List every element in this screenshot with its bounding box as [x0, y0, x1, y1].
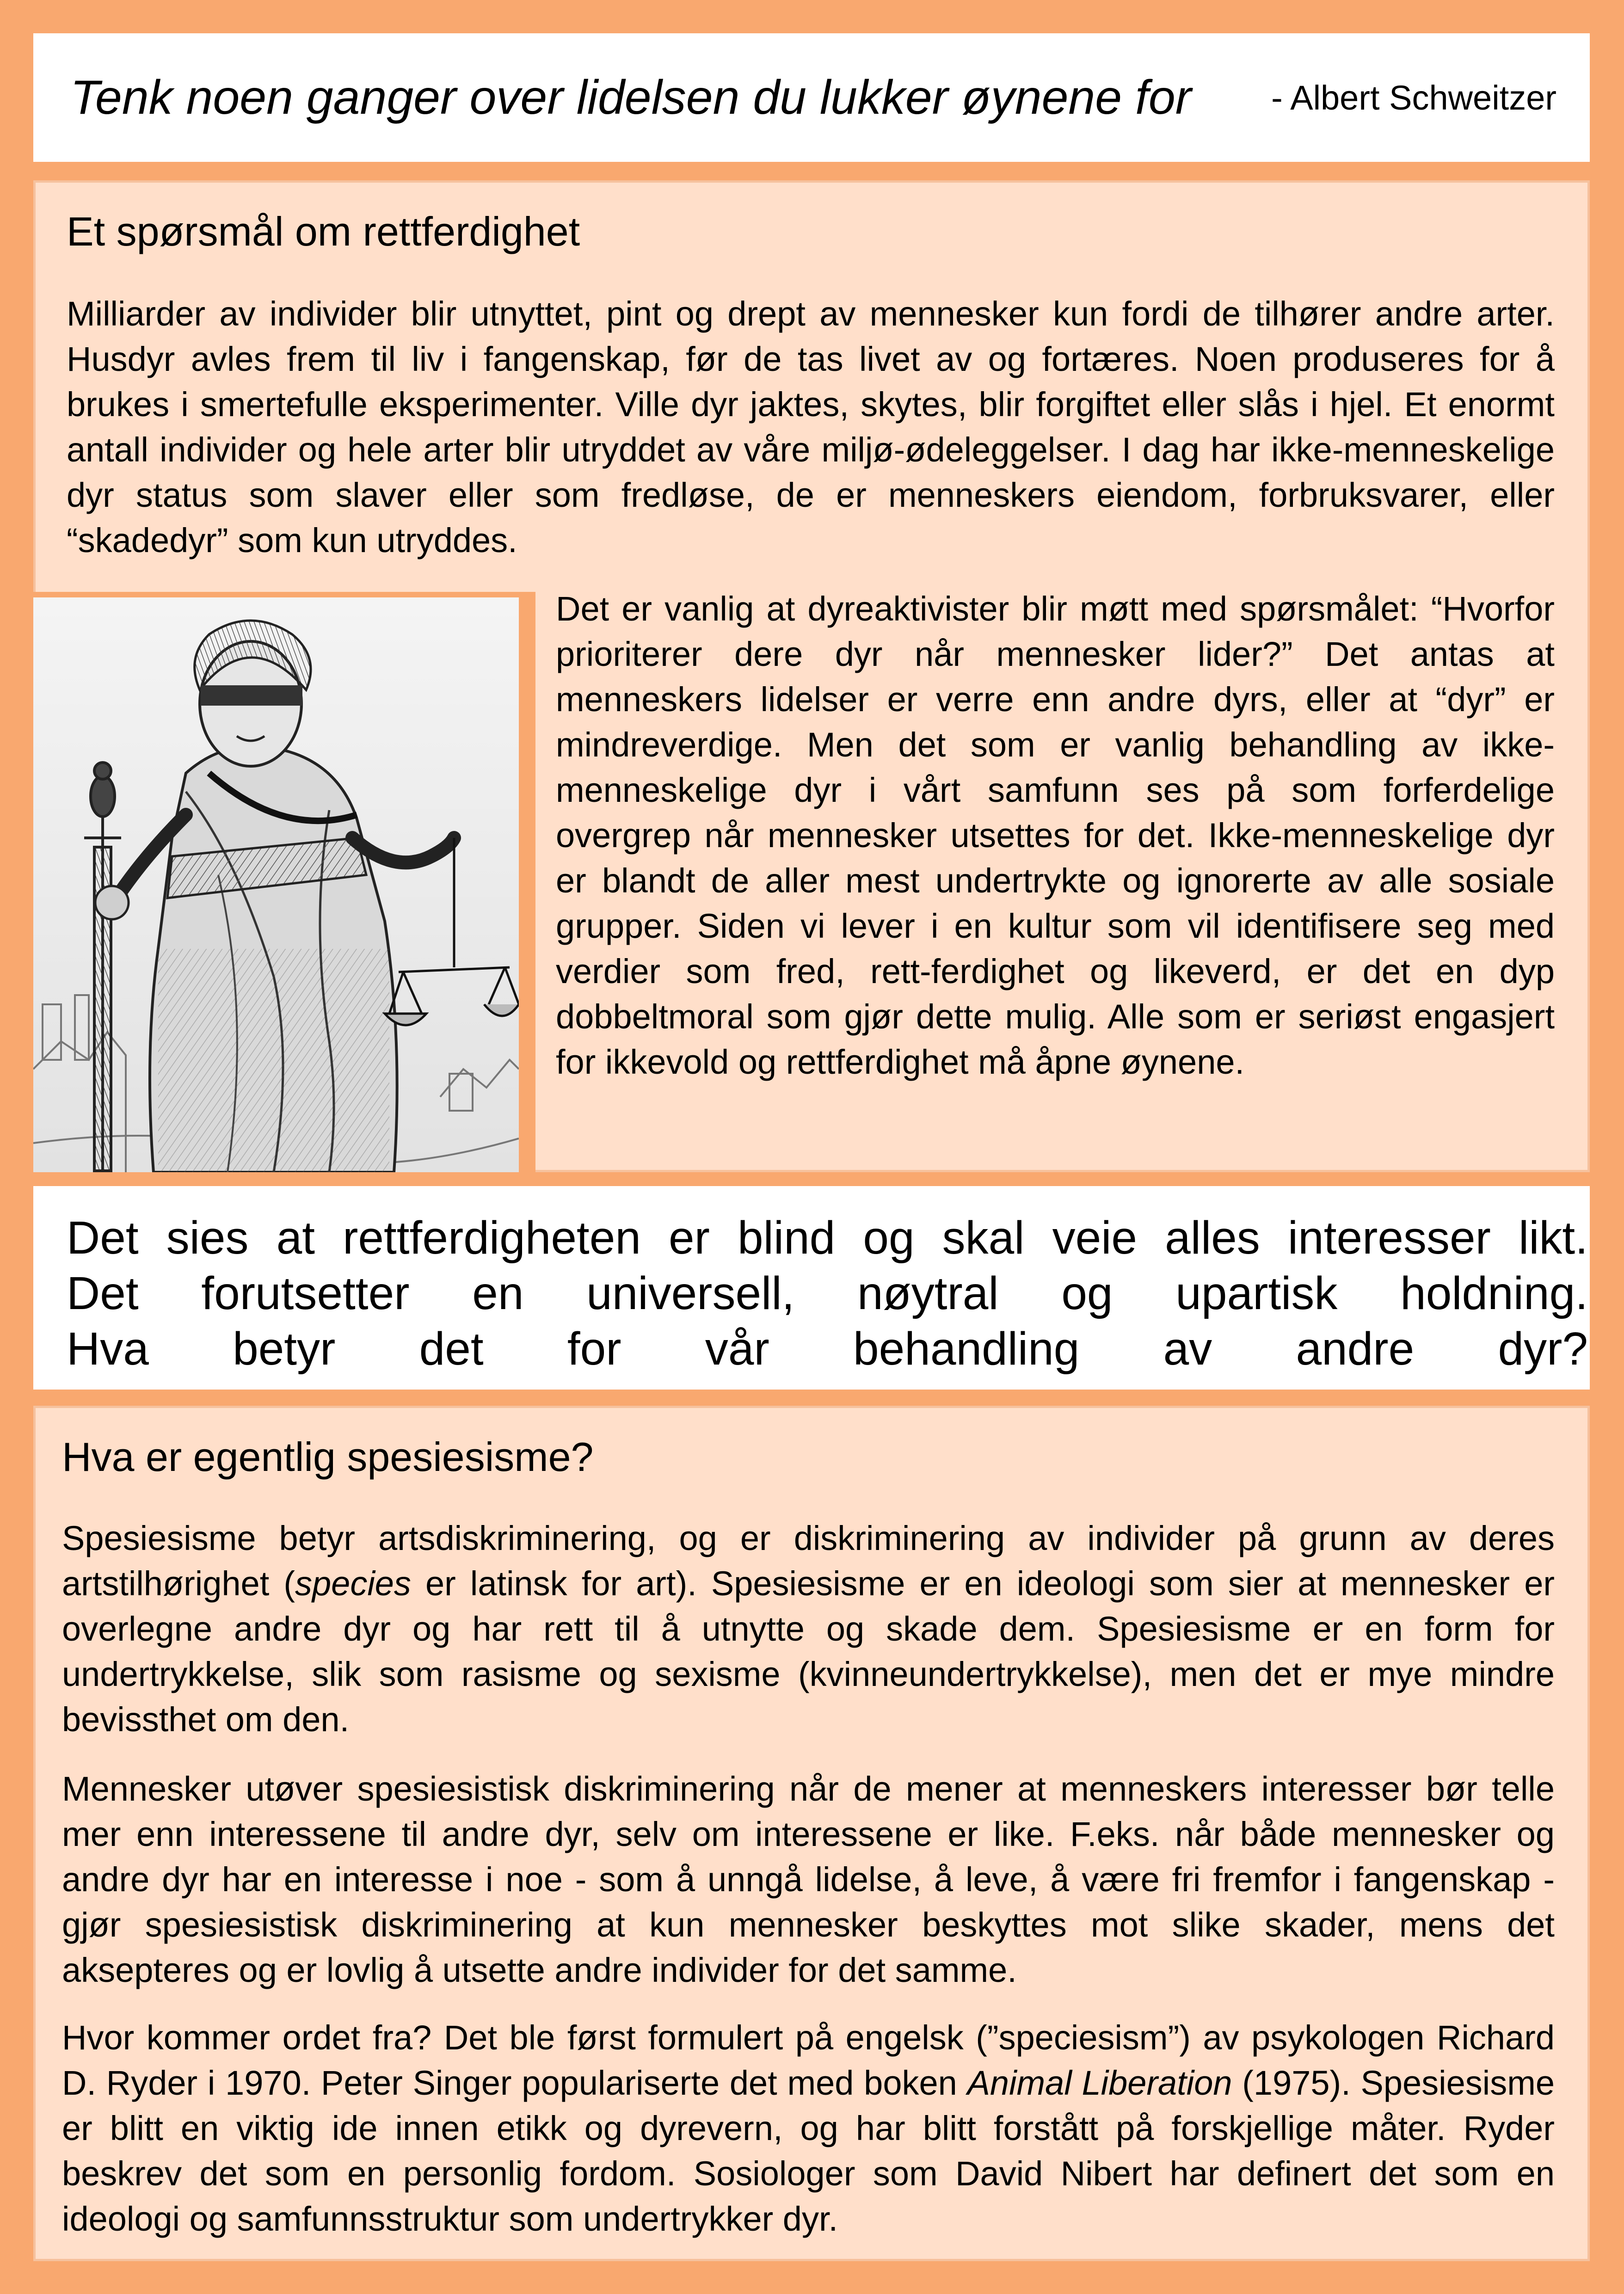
quote-author: - Albert Schweitzer — [1271, 78, 1556, 117]
intro-paragraph: Milliarder av individer blir utnyttet, pint og drept av mennesker kun fordi de tilhører andre arter. Husdyr avles frem til liv i fangenskap, før de tas livet av og fortæres. Noen produseres for å brukes i smertefulle eksperimenter. Ville dyr jaktes, skytes, blir forgiftet eller slås i hjel. Et enormt antall individer og hele arter blir utryddet av våre miljø-ødeleggelser. I dag har ikke-menneskelige dyr status som slaver eller som fredløse, de er menneskers eiendom, forbruksvarer, eller “skadedyr” som kun utryddes. — [67, 295, 1555, 560]
lady-justice-icon — [33, 597, 519, 1172]
section-heading: Hva er egentlig spesiesisme? — [62, 1434, 594, 1480]
book-title: Animal Liberation — [967, 2064, 1232, 2102]
statement-line-3: Hva betyr det for vår behandling av andre dyr? — [67, 1323, 1588, 1375]
quote-text: Tenk noen ganger over lidelsen du lukker øynene for — [70, 70, 1192, 124]
definition-text-start: Spesiesisme betyr artsdiskriminering, og er diskriminering av individer på grunn av deres artstilhørighet ( — [62, 1519, 1555, 1603]
statement-line-2: Det forutsetter en universell, nøytral og upartisk holdning. — [67, 1267, 1588, 1319]
statement-line-1: Det sies at rettferdigheten er blind og skal veie alles interesser likt. — [67, 1212, 1588, 1264]
definition-text-end: er latinsk for art). Spesiesisme er en ideologi som sier at mennesker er overlegne andre dyr og har rett til å utnytte og skade dem. Spesiesisme er en form for undertrykkelse, slik som rasisme og sexisme (kvinneundertrykkelse), men det er mye mindre bevissthet om den. — [62, 1564, 1555, 1739]
origin-paragraph — [62, 2015, 1555, 2242]
lady-justice-illustration — [33, 592, 535, 1172]
section-speciesism — [33, 1406, 1590, 2261]
discrimination-paragraph: Mennesker utøver spesiesistisk diskriminering når de mener at menneskers interesser bør telle mer enn interessene til andre dyr, selv om interessene er like. F.eks. når både mennesker og andre dyr har en interesse i noe - som å unngå lidelse, å leve, å være fri fremfor i fangenskap - gjør spesiesistisk diskriminering at kun mennesker beskyttes mot slike skader, mens det aksepteres og er lovlig å utsette andre individer for det samme. — [62, 1770, 1555, 1989]
activist-paragraph: Det er vanlig at dyreaktivister blir møtt med spørsmålet: “Hvorfor prioriterer dere dyr når mennesker lider?” Det antas at menneskers lidelser er verre enn andre dyrs, eller at “dyr” er mindreverdige. Men det som er vanlig behandling av ikke-menneskelige dyr i vårt samfunn ses på som forferdelige overgrep når mennesker utsettes for det. Ikke-menneskelige dyr er blandt de aller mest undertrykte og ignorerte av alle sosiale grupper. Siden vi lever i en kultur som vil identifisere seg med verdier som fred, rett-ferdighet og likeverd, er det en dyp dobbeltmoral som gjør dette mulig. Alle som er seriøst engasjert for ikkevold og rettferdighet må åpne øynene. — [556, 590, 1555, 1081]
justice-statement — [33, 1186, 1590, 1390]
definition-paragraph — [62, 1516, 1555, 1742]
origin-text-end: (1975). Spesiesisme er blitt en viktig ide innen etikk og dyrevern, og har blitt forstått på forskjellige måter. Ryder beskrev det som en personlig fordom. Sosiologer som David Nibert har definert det som en ideologi og samfunnsstruktur som undertrykker dyr. — [62, 2064, 1555, 2238]
species-term: species — [295, 1564, 411, 1603]
section-heading: Et spørsmål om rettferdighet — [67, 209, 580, 254]
origin-text-start: Hvor kommer ordet fra? Det ble først formulert på engelsk (”speciesism”) av psykologen Richard D. Ryder i 1970. Peter Singer populariserte det med boken — [62, 2018, 1555, 2102]
quote-banner — [33, 33, 1590, 162]
